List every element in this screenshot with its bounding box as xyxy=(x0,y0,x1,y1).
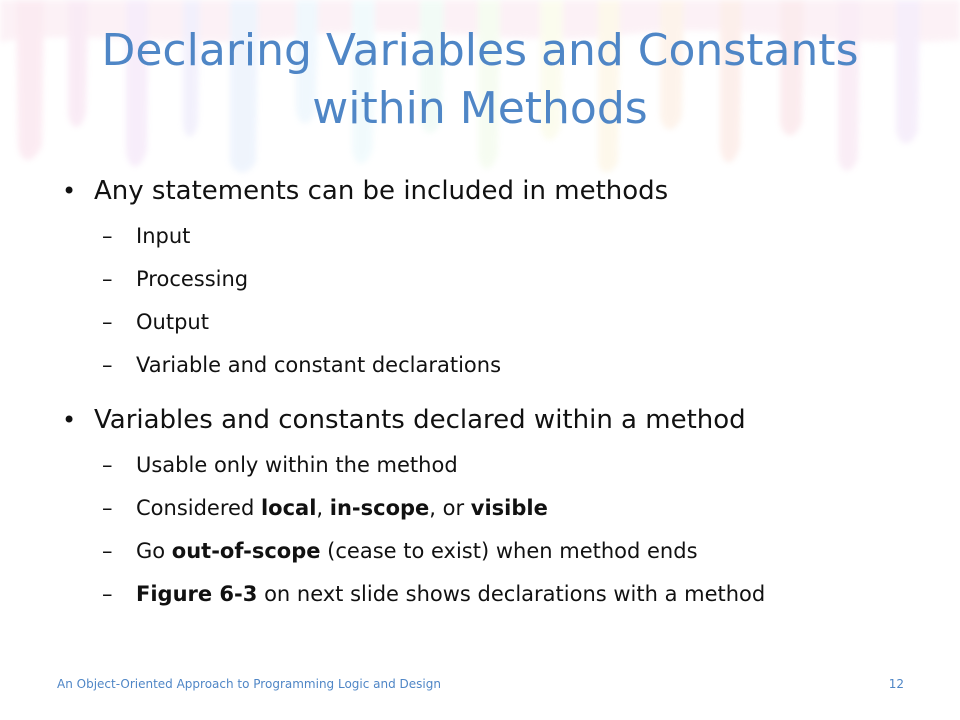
dash-icon: – xyxy=(102,224,113,248)
sub-bullet-local-scope xyxy=(102,494,918,522)
slide-title-line-1: Declaring Variables and Constants xyxy=(101,25,859,76)
footer-text: An Object-Oriented Approach to Programming Logic and Design xyxy=(57,677,441,691)
sub-bullet-text: Processing xyxy=(136,267,249,291)
dash-icon: – xyxy=(102,267,113,291)
dash-icon: – xyxy=(102,353,113,377)
sub-bullet-text: Output xyxy=(136,310,209,334)
sub-bullet-rich-text: Considered local, in-scope, or visible xyxy=(136,496,548,520)
dash-icon: – xyxy=(102,539,113,563)
dash-icon: – xyxy=(102,453,113,477)
sub-bullet-declarations xyxy=(102,351,918,379)
sub-bullet-processing xyxy=(102,265,918,293)
sub-bullet-input xyxy=(102,222,918,250)
bullet-2: • Variables and constants declared within a method xyxy=(58,403,918,437)
dash-icon: – xyxy=(102,582,113,606)
slide-content xyxy=(58,174,918,623)
sub-bullet-usable-only xyxy=(102,451,918,479)
sub-bullet-out-of-scope xyxy=(102,537,918,565)
sub-bullet-output xyxy=(102,308,918,336)
sub-bullet-text: Usable only within the method xyxy=(136,453,458,477)
sub-bullet-figure-reference xyxy=(102,580,918,608)
sub-bullet-rich-text: Go out-of-scope (cease to exist) when method ends xyxy=(136,539,698,563)
slide-title-line-2: within Methods xyxy=(312,83,648,134)
sub-bullet-text: Variable and constant declarations xyxy=(136,353,502,377)
sub-bullet-text: Input xyxy=(136,224,191,248)
page-number: 12 xyxy=(888,677,904,691)
slide-title xyxy=(40,22,920,138)
sub-bullet-rich-text: Figure 6-3 on next slide shows declarations with a method xyxy=(136,582,766,606)
bullet-1: • Any statements can be included in methods xyxy=(58,174,918,208)
dash-icon: – xyxy=(102,310,113,334)
dash-icon: – xyxy=(102,496,113,520)
